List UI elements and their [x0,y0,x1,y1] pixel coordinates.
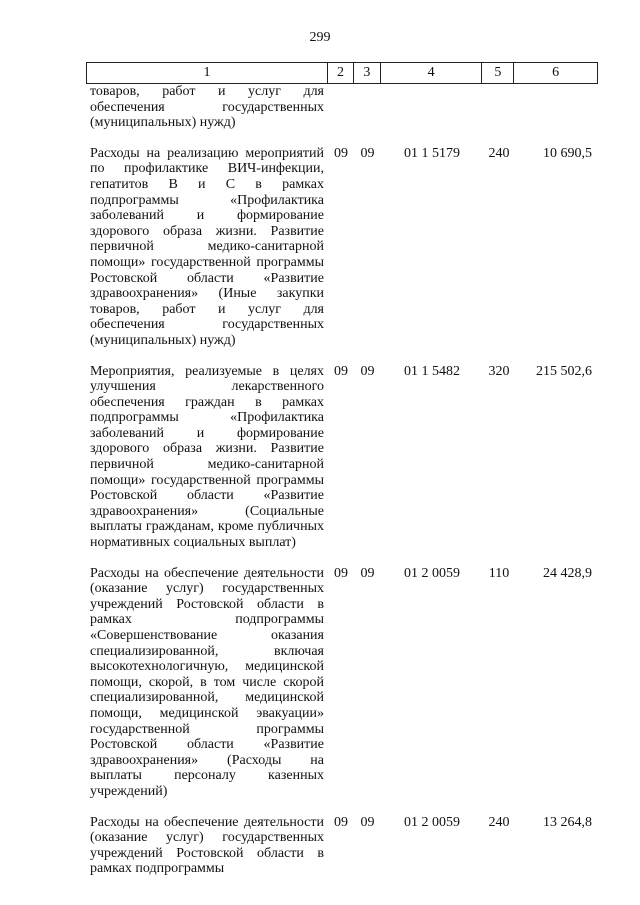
table-row [86,566,598,800]
table-row [86,84,598,131]
row-expense-type: 320 [488,363,510,379]
row-amount: 13 264,8 [543,814,592,830]
row-expense-type: 110 [488,565,510,581]
row-expense-type: 240 [488,145,510,161]
row-expense-type: 240 [488,814,510,830]
row-subsection: 09 [360,363,375,379]
header-col-1: 1 [87,63,328,83]
budget-table [86,62,598,877]
row-amount: 24 428,9 [543,565,592,581]
row-section [328,84,354,131]
row-section: 09 [334,145,348,161]
row-target-code: 01 2 0059 [404,814,460,830]
table-row [86,364,598,551]
table-row [86,815,598,877]
row-subsection: 09 [360,814,375,830]
header-col-6: 6 [552,65,560,80]
table-header [86,62,598,84]
row-amount: 215 502,6 [536,363,592,379]
row-subsection: 09 [360,565,375,581]
row-section: 09 [334,565,348,581]
row-amount [515,84,598,131]
header-col-2: 2 [328,63,354,83]
table-row [86,146,598,349]
header-col-5: 5 [482,63,514,83]
row-amount: 10 690,5 [543,145,592,161]
row-description: Расходы на обеспечение деятельности (оказание услуг) государственных учреждений Ростовской области в рамках подпрограммы [90,814,324,877]
row-expense-type [483,84,515,131]
page-number: 299 [309,30,331,45]
row-target-code: 01 1 5179 [404,145,460,161]
row-target-code: 01 2 0059 [404,565,460,581]
row-subsection [354,84,381,131]
header-col-4: 4 [381,63,483,83]
row-section: 09 [334,814,348,830]
row-description: товаров, работ и услуг для обеспечения государственных (муниципальных) нужд) [90,84,324,131]
row-target-code: 01 1 5482 [404,363,460,379]
row-description: Расходы на реализацию мероприятий по профилактике ВИЧ-инфекции, гепатитов В и С в рамках подпрограммы «Профилактика заболеваний и формирование здорового образа жизни. Развитие первичной медико-санитарной помощи» государственной программы Ростовской области «Развитие здравоохранения» (Иные закупки товаров, работ и услуг для обеспечения государственных (муниципальных) нужд) [90,145,324,348]
row-section: 09 [334,363,348,379]
row-subsection: 09 [360,145,375,161]
row-description: Мероприятия, реализуемые в целях улучшения лекарственного обеспечения граждан в рамках подпрограммы «Профилактика заболеваний и формирование здорового образа жизни. Развитие первичной медико-санитарной помощи» государственной программы Ростовской области «Развитие здравоохранения» (Социальные выплаты гражданам, кроме публичных нормативных социальных выплат) [90,363,324,551]
row-target-code [381,84,483,131]
header-col-3: 3 [354,63,381,83]
row-description: Расходы на обеспечение деятельности (оказание услуг) государственных учреждений Ростовской области в рамках подпрограммы «Совершенствование оказания специализированной, включая высокотехнологичную, медицинской помощи, скорой, в том числе скорой специализированной, медицинской помощи, медицинской эвакуации» государственной программы Ростовской области «Развитие здравоохранения» (Расходы на выплаты персоналу казенных учреждений) [90,565,324,799]
